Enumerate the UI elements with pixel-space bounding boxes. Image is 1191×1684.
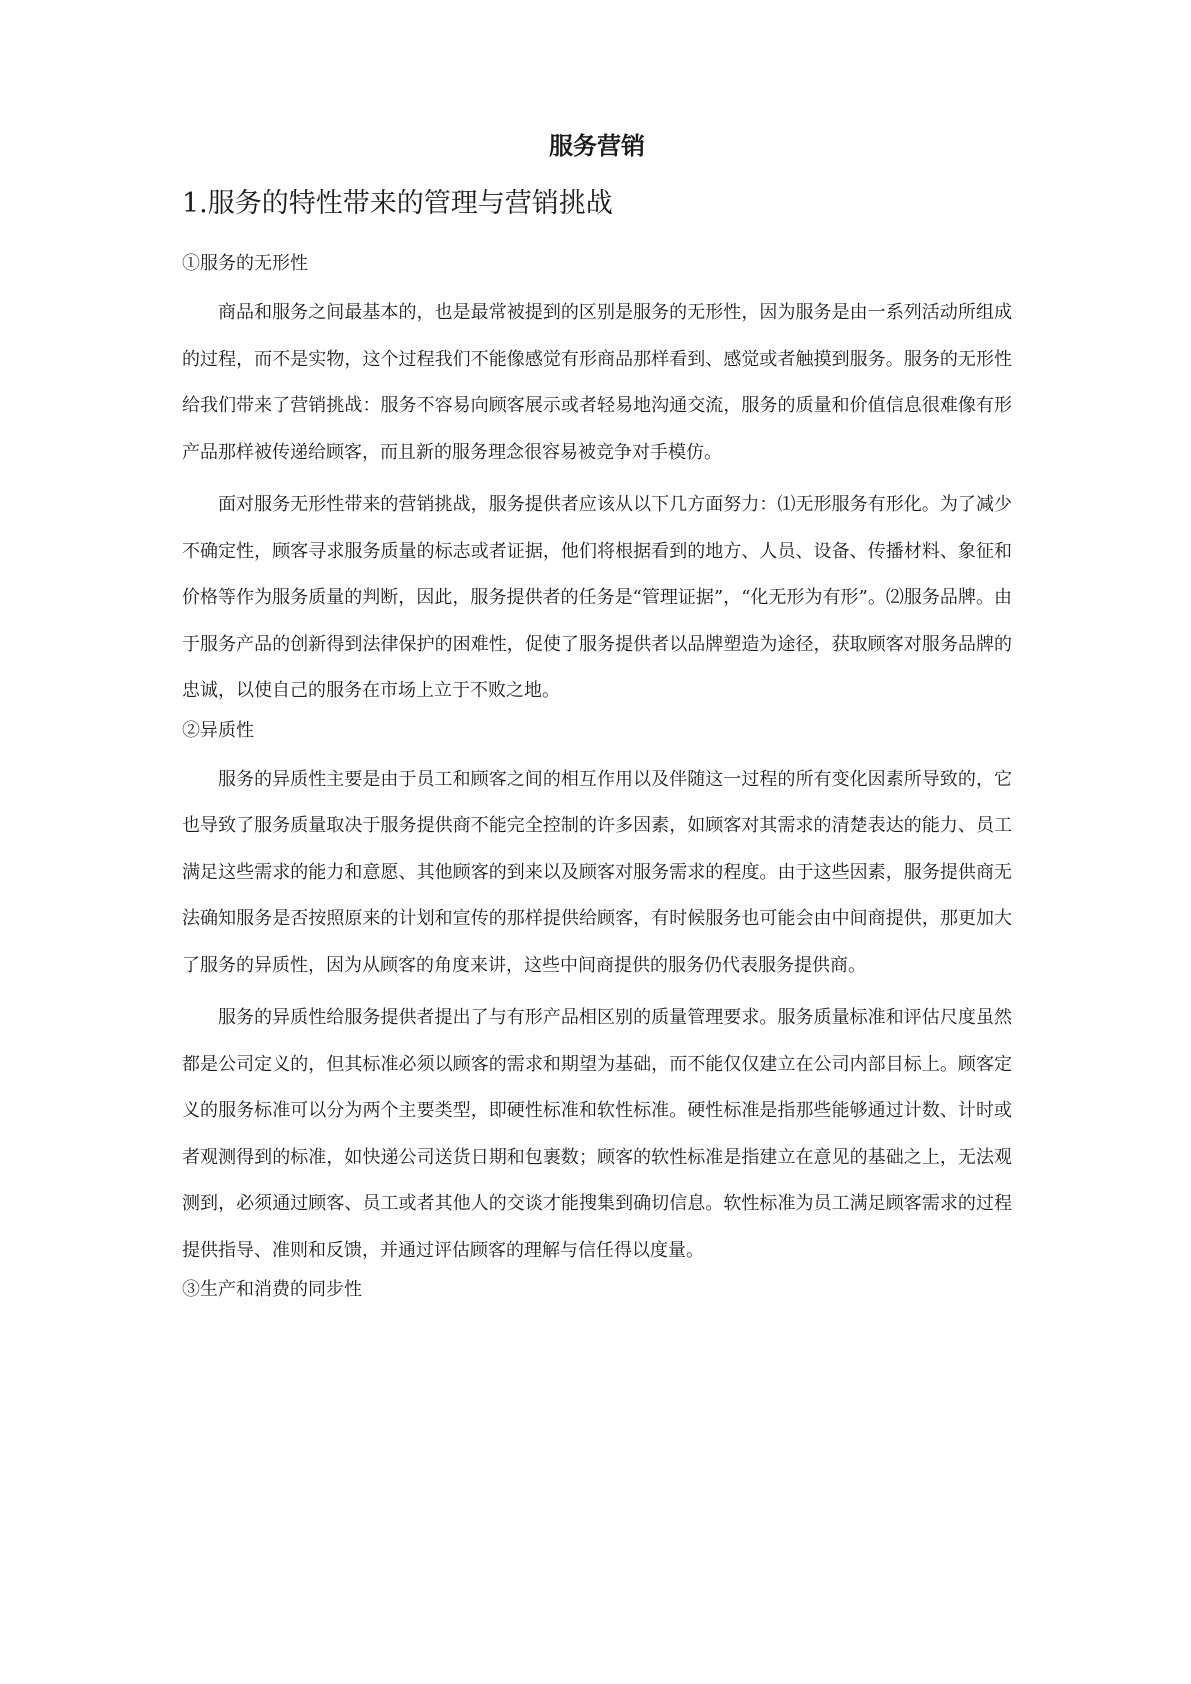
paragraph: 服务的异质性给服务提供者提出了与有形产品相区别的质量管理要求。服务质量标准和评估尺度虽然都是公司定义的，但其标准必须以顾客的需求和期望为基础，而不能仅仅建立在公司内部目标上。顾客定义的服务标准可以分为两个主要类型，即硬性标准和软性标准。硬性标准是指那些能够通过计数、计时或者观测得到的标准，如快递公司送货日期和包裹数；顾客的软性标准是指建立在意见的基础之上，无法观测到，必须通过顾客、员工或者其他人的交谈才能搜集到确切信息。软性标准为员工满足顾客需求的过程提供指导、准则和反馈，并通过评估顾客的理解与信任得以度量。 (182, 1007, 1012, 1261)
paragraph: 面对服务无形性带来的营销挑战，服务提供者应该从以下几方面努力：⑴无形服务有形化。为了减少不确定性，顾客寻求服务质量的标志或者证据，他们将根据看到的地方、人员、设备、传播材料、象征和价格等作为服务质量的判断，因此，服务提供者的任务是“管理证据”，“化无形为有形”。⑵服务品牌。由于服务产品的创新得到法律保护的困难性，促使了服务提供者以品牌塑造为途径，获取顾客对服务品牌的忠诚，以使自己的服务在市场上立于不败之地。 (182, 494, 1012, 701)
subsection-heading: ②异质性 (182, 719, 254, 741)
paragraph: 服务的异质性主要是由于员工和顾客之间的相互作用以及伴随这一过程的所有变化因素所导致的，它也导致了服务质量取决于服务提供商不能完全控制的许多因素，如顾客对其需求的清楚表达的能力、员工满足这些需求的能力和意愿、其他顾客的到来以及顾客对服务需求的程度。由于这些因素，服务提供商无法确知服务是否按照原来的计划和宣传的那样提供给顾客，有时候服务也可能会由中间商提供，那更加大了服务的异质性，因为从顾客的角度来讲，这些中间商提供的服务仍代表服务提供商。 (182, 768, 1012, 976)
subsection-simultaneity (182, 1274, 1012, 1306)
paragraph: 商品和服务之间最基本的，也是最常被提到的区别是服务的无形性，因为服务是由一系列活动所组成的过程，而不是实物，这个过程我们不能像感觉有形商品那样看到、感觉或者触摸到服务。服务的无形性给我们带来了营销挑战：服务不容易向顾客展示或者轻易地沟通交流，服务的质量和价值信息很难像有形产品那样被传递给顾客，而且新的服务理念很容易被竞争对手模仿。 (182, 302, 1012, 463)
subsection-heading: ③生产和消费的同步性 (182, 1279, 362, 1300)
document-page (182, 130, 1012, 1306)
section-heading: 1.服务的特性带来的管理与营销挑战 (182, 188, 613, 219)
document-title: 服务营销 (549, 132, 645, 160)
subsection-intangibility (182, 248, 1012, 715)
subsection-heterogeneity (182, 715, 1012, 1275)
subsection-heading: ①服务的无形性 (182, 253, 308, 274)
